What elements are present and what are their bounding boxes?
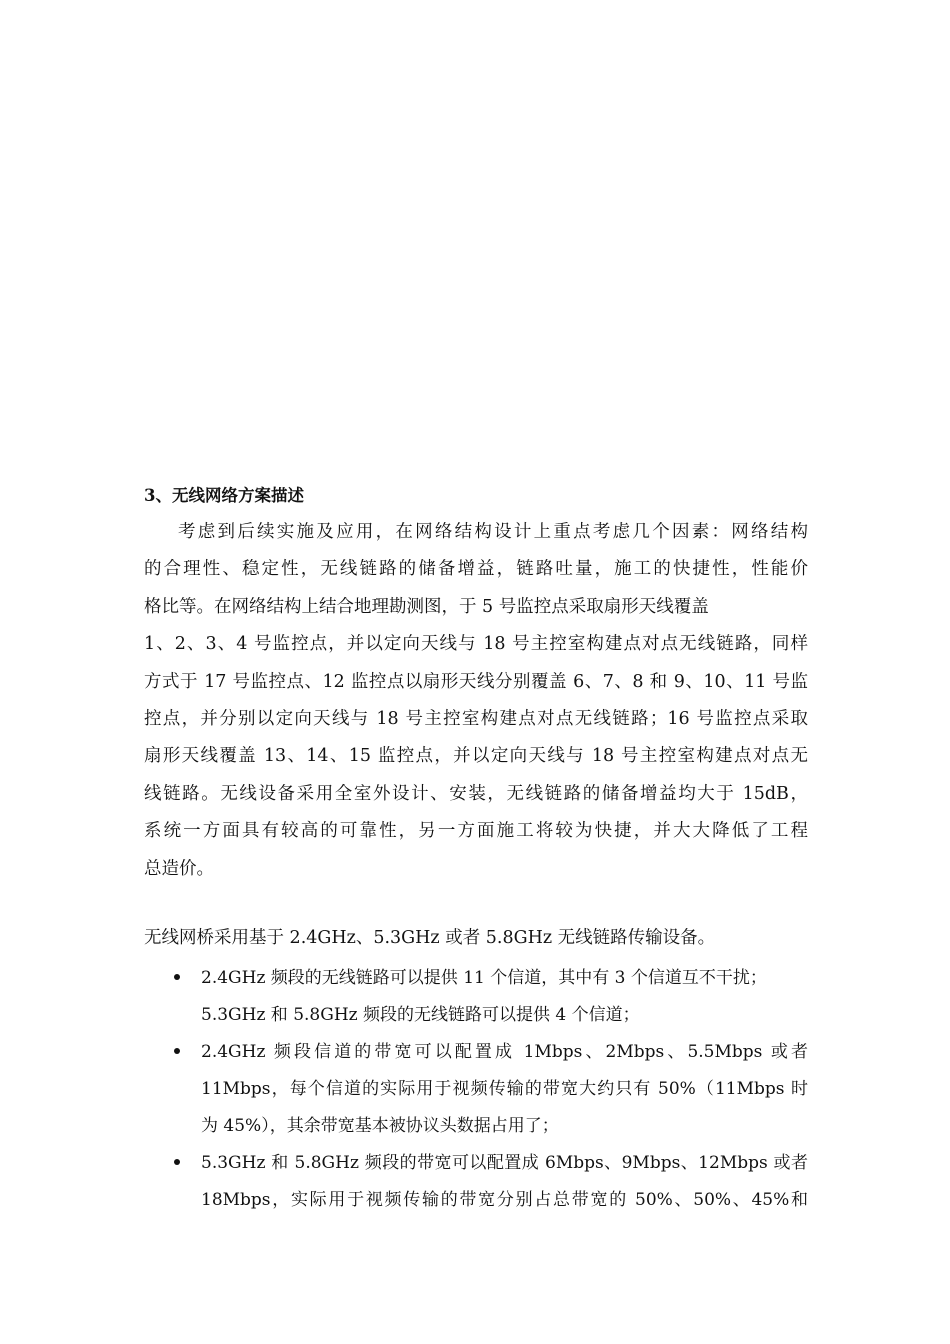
paragraph-line: 控点，并分别以定向天线与 18 号主控室构建点对点无线链路；16 号监控点采取 bbox=[144, 708, 808, 729]
paragraph-line: 考虑到后续实施及应用，在网络结构设计上重点考虑几个因素：网络结构 bbox=[178, 522, 808, 542]
bullet-line: 11Mbps，每个信道的实际用于视频传输的带宽大约只有 50%（11Mbps 时 bbox=[201, 1078, 808, 1099]
paragraph-line: 扇形天线覆盖 13、14、15 监控点，并以定向天线与 18 号主控室构建点对点无 bbox=[144, 746, 808, 767]
bullet-line: 为 45%），其余带宽基本被协议头数据占用了； bbox=[201, 1115, 559, 1136]
bullet-line: 18Mbps，实际用于视频传输的带宽分别占总带宽的 50%、50%、45%和 bbox=[201, 1189, 808, 1210]
bullet-icon bbox=[174, 1159, 180, 1165]
paragraph-line: 总造价。 bbox=[144, 858, 214, 879]
paragraph-line: 的合理性、稳定性，无线链路的储备增益，链路吐量，施工的快捷性，性能价 bbox=[144, 559, 808, 580]
bullet-line: 2.4GHz 频段信道的带宽可以配置成 1Mbps、2Mbps、5.5Mbps 或者 bbox=[201, 1041, 808, 1062]
bridge-bullet-list bbox=[144, 960, 808, 1219]
bullet-item bbox=[144, 1145, 808, 1219]
paragraph-line: 1、2、3、4 号监控点，并以定向天线与 18 号主控室构建点对点无线链路，同样 bbox=[144, 634, 808, 655]
section-title: 3、无线网络方案描述 bbox=[144, 486, 304, 505]
bullet-line: 5.3GHz 和 5.8GHz 频段的无线链路可以提供 4 个信道； bbox=[201, 1004, 640, 1025]
paragraph-line: 线链路。无线设备采用全室外设计、安装，无线链路的储备增益均大于 15dB， bbox=[144, 783, 808, 804]
bullet-icon bbox=[174, 974, 180, 980]
bullet-icon bbox=[174, 1048, 180, 1054]
section-paragraph bbox=[144, 514, 808, 888]
paragraph-line: 方式于 17 号监控点、12 监控点以扇形天线分别覆盖 6、7、8 和 9、10、11 号监 bbox=[144, 671, 808, 692]
bullet-item bbox=[144, 960, 808, 1034]
bullet-item bbox=[144, 1034, 808, 1145]
bridge-intro: 无线网桥采用基于 2.4GHz、5.3GHz 或者 5.8GHz 无线链路传输设备。 bbox=[144, 927, 716, 948]
bullet-line: 2.4GHz 频段的无线链路可以提供 11 个信道，其中有 3 个信道互不干扰； bbox=[201, 967, 767, 988]
bullet-line: 5.3GHz 和 5.8GHz 频段的带宽可以配置成 6Mbps、9Mbps、12Mbps 或者 bbox=[201, 1152, 808, 1173]
paragraph-line: 系统一方面具有较高的可靠性，另一方面施工将较为快捷，并大大降低了工程 bbox=[144, 821, 808, 842]
paragraph-line: 格比等。在网络结构上结合地理勘测图，于 5 号监控点采取扇形天线覆盖 bbox=[144, 596, 709, 617]
document-content bbox=[144, 482, 808, 1219]
paragraph-spacer bbox=[144, 888, 808, 920]
